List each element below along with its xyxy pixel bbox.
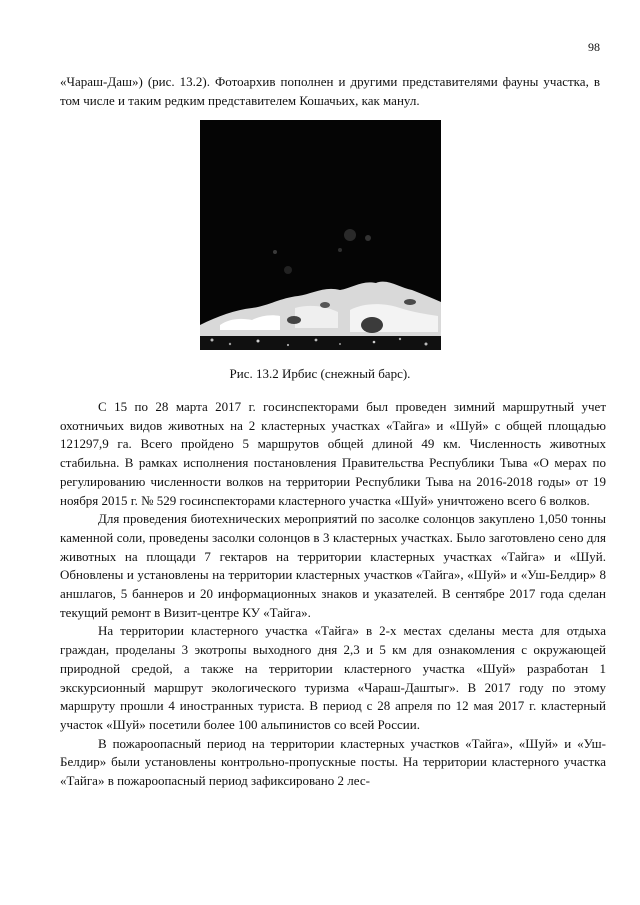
paragraph-winter-survey: С 15 по 28 марта 2017 г. госинспекторами был проведен зимний маршрутный учет охотничьих видов животных на 2 кластерных участках «Тайга» и «Шуй» с общей площадью 121297,9 га. Всего пройдено 5 маршрутов общей длиной 49 км. Численность животных стабильна. В рамках исполнения постановления Правительства Республики Тыва «О мерах по регулированию численности волков на территории Республики Тыва на 2016-2018 годы» от 19 ноября 2015 г. № 529 госинспекторами кластерного участка «Шуй» уничтожено всего 6 волков. xyxy=(60,399,606,508)
figure-caption: Рис. 13.2 Ирбис (снежный барс). xyxy=(229,366,411,381)
paragraph-fire-season: В пожароопасный период на территории кластерных участков «Тайга», «Шуй» и «Уш-Белдир» были установлены контрольно-пропускные посты. На территории кластерного участка «Тайга» в пожароопасный период зафиксировано 2 лес- xyxy=(60,735,606,789)
paragraph-biotechnical-measures: Для проведения биотехнических мероприятий по засолке солонцов закуплено 1,050 тонны каменной соли, проведены засолки солонцов в 3 кластерных участках. Было заготовлено сено для животных на площади 7 гектаров на территории кластерных участках «Тайга» и «Шуй. Обновлены и установлены на территории кластерных участков «Тайга», «Шуй» и «Уш-Белдир» 8 аншлагов, 5 баннеров и 20 информационных знаков и указателей. В сентябре 2017 года сделан текущий ремонт в Визит-центре КУ «Тайга». xyxy=(60,511,606,620)
paragraph-recreation-areas: На территории кластерного участка «Тайга» в 2-х местах сделаны места для отдыха граждан, проделаны 3 экотропы выходного дня 2,3 и 5 км для ознакомления с окружающей природной средой, а также на территории кластерного участка «Шуй» разработан 1 экскурсионный маршрут экологического туризма «Чараш-Даштыг». В 2017 году по этому маршруту прошли 4 иностранных туриста. В период с 28 апреля по 12 мая 2017 г. кластерный участок «Шуй» посетили более 100 альпинистов со всей России. xyxy=(60,623,606,732)
snow-leopard-photo xyxy=(200,120,441,350)
snow-leopard-photo-graphic xyxy=(200,120,441,350)
body-text xyxy=(60,398,606,791)
intro-paragraph: «Чараш-Даш») (рис. 13.2). Фотоархив пополнен и другими представителями фауны участка, в том числе и таким редким представителем Кошачьих, как манул. xyxy=(60,74,600,108)
page-number: 98 xyxy=(588,40,600,54)
